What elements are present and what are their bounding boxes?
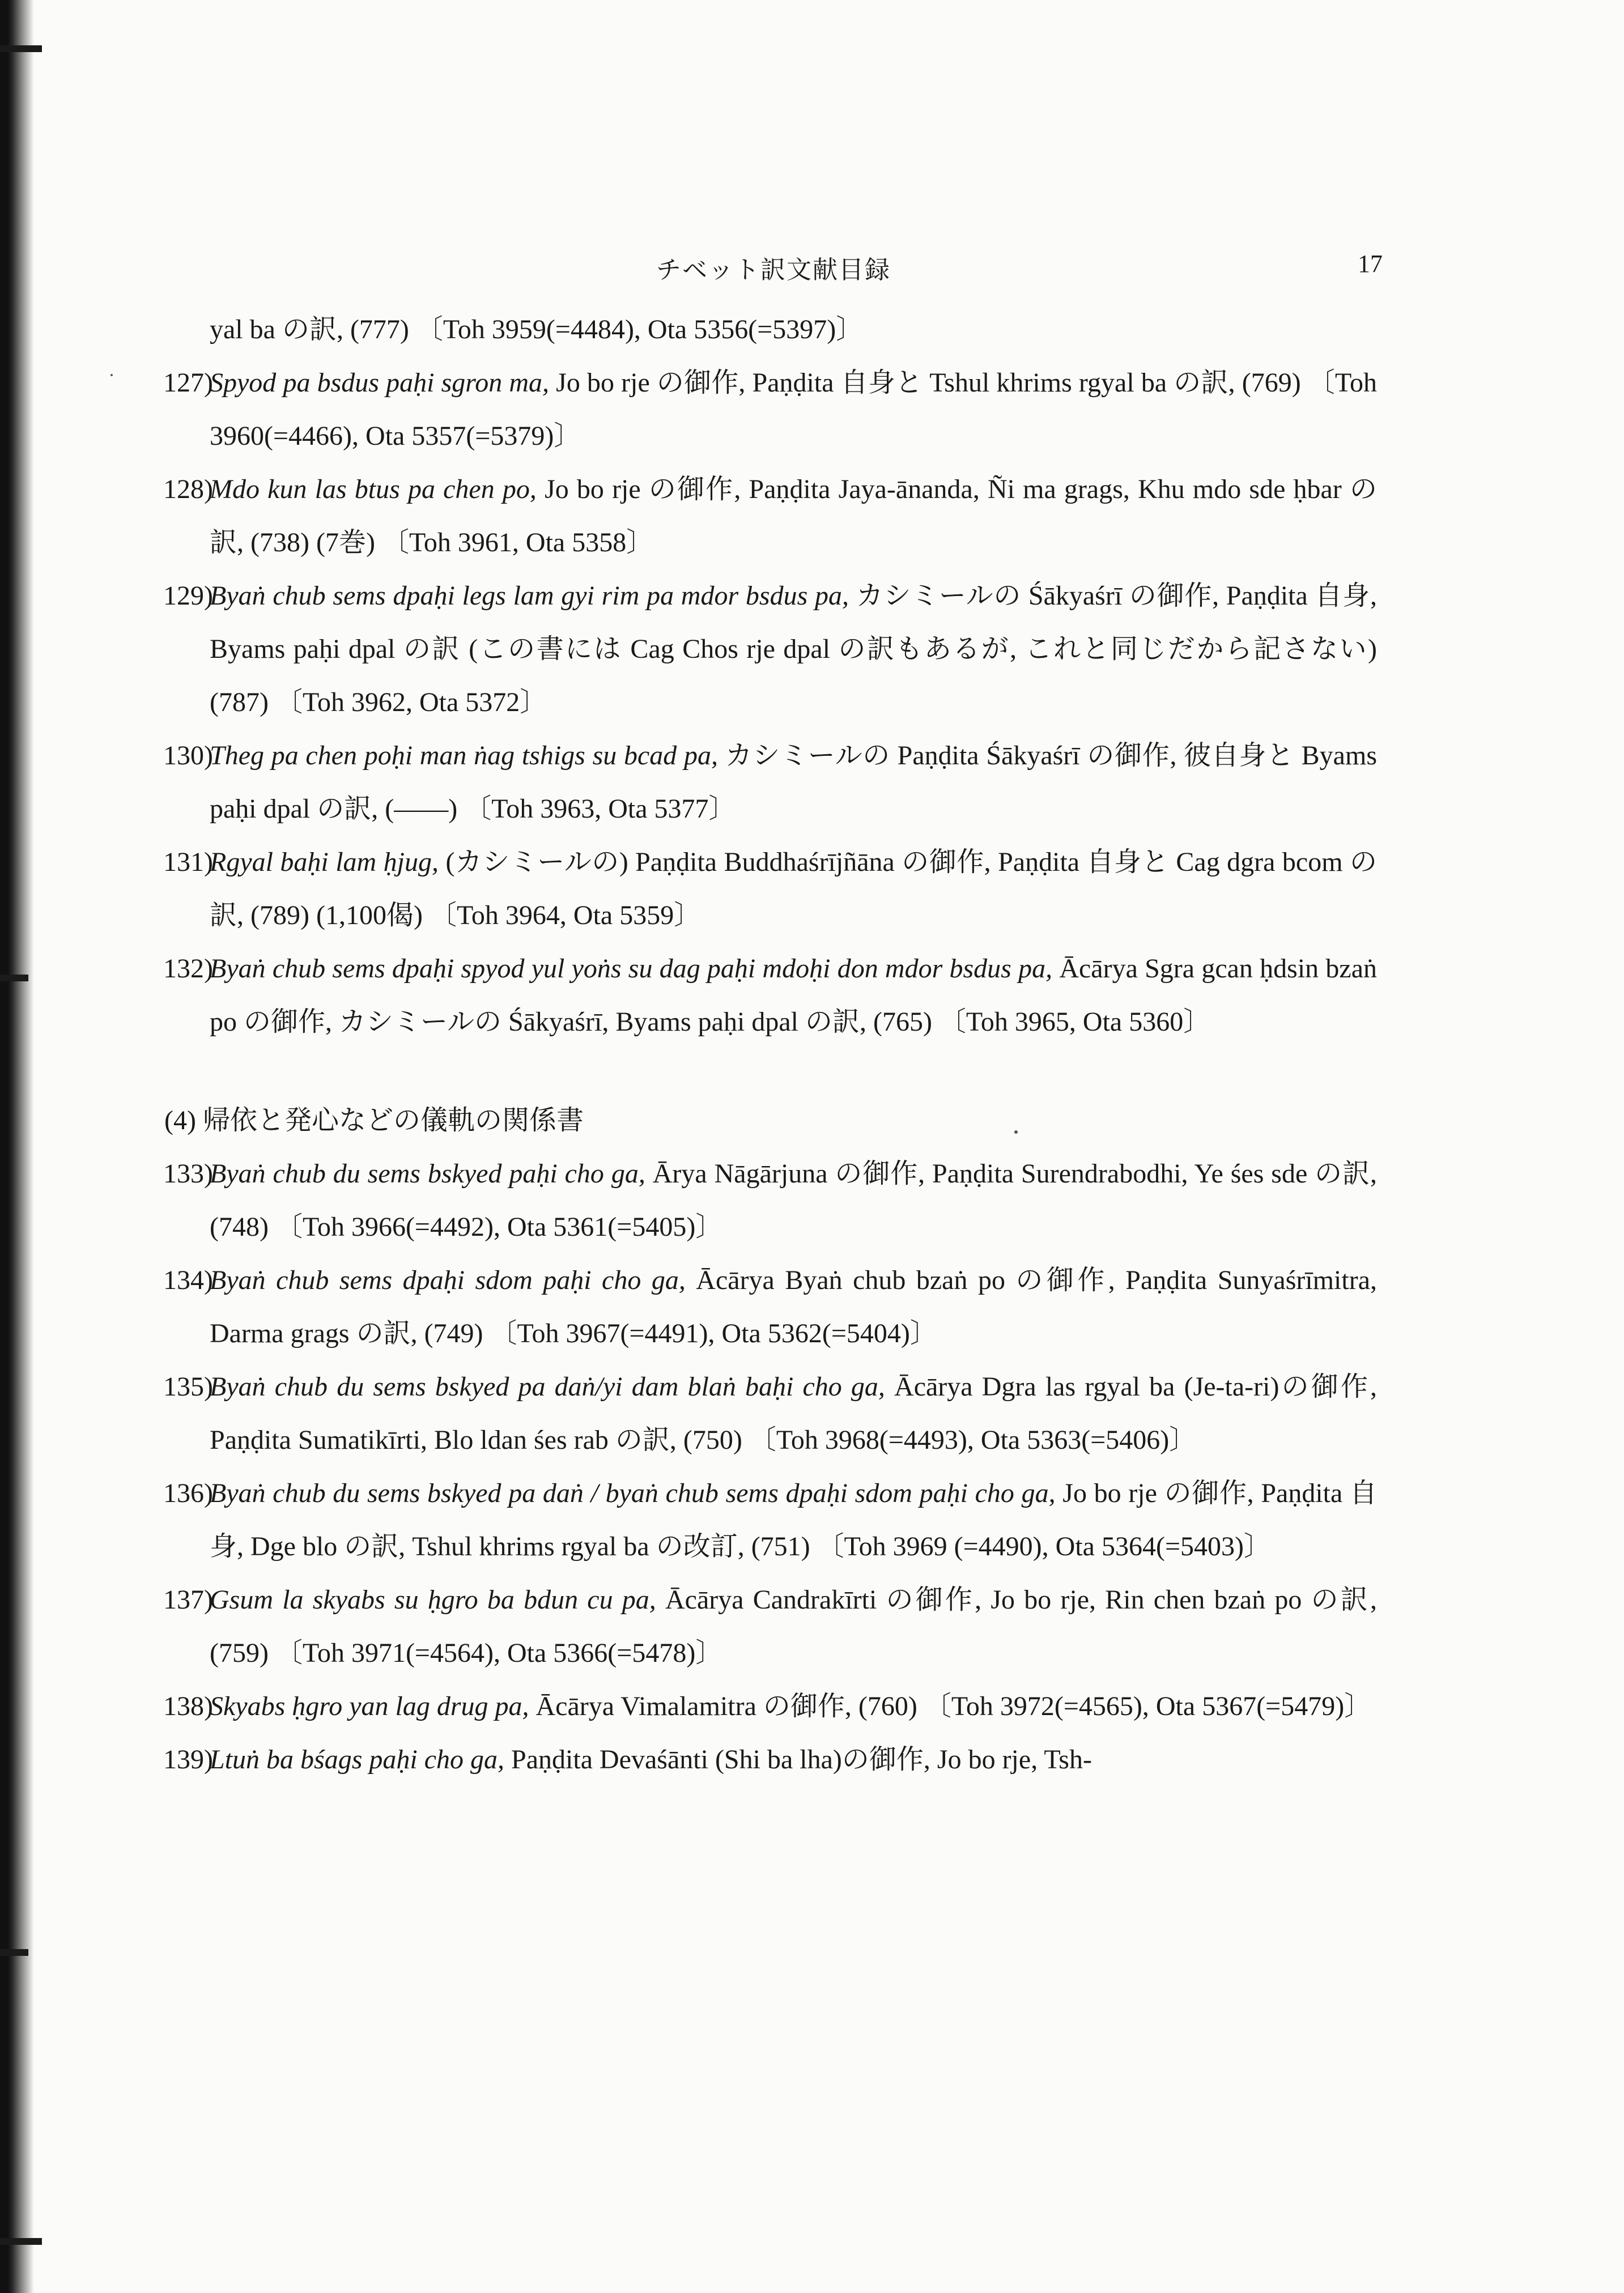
catalog-entry xyxy=(164,569,1377,729)
entry-body: Ācārya Byaṅ chub bzaṅ po の御作, Paṇḍita Sunyaśrīmitra, Darma grags の訳, (749) 〔Toh 3967(=4491), Ota 5362(=5404)〕 xyxy=(210,1265,1377,1348)
catalog-entry xyxy=(164,942,1377,1049)
entry-body: Jo bo rje の御作, Paṇḍita Jaya-ānanda, Ñi ma grags, Khu mdo sde ḥbar の訳, (738) (7巻) 〔Toh 3961, Ota 5358〕 xyxy=(210,474,1377,558)
entry-title: Theg pa chen poḥi man ṅag tshigs su bcad pa, xyxy=(210,741,718,771)
entry-number: 137) xyxy=(163,1585,213,1615)
entry-body: Jo bo rje の御作, Paṇḍita 自身, Dge blo の訳, Tshul khrims rgyal ba の改訂, (751) 〔Toh 3969 (=4490), Ota 5364(=5403)〕 xyxy=(210,1478,1377,1562)
entry-number: 129) xyxy=(163,581,213,611)
entry-number: 132) xyxy=(163,954,213,984)
entry-body: Ārya Nāgārjuna の御作, Paṇḍita Surendrabodhi, Ye śes sde の訳, (748) 〔Toh 3966(=4492), Ota 5361(=5405)〕 xyxy=(210,1159,1377,1242)
entry-body: Ācārya Dgra las rgyal ba (Je-ta-ri)の御作, Paṇḍita Sumatikīrti, Blo ldan śes rab の訳, (750) 〔Toh 3968(=4493), Ota 5363(=5406)〕 xyxy=(210,1372,1377,1455)
page-header xyxy=(164,249,1383,283)
entry-number: 130) xyxy=(163,741,213,771)
running-title: チベット訳文献目録 xyxy=(656,256,891,284)
catalog-entry xyxy=(164,729,1377,836)
catalog-entry xyxy=(164,1360,1377,1467)
entry-body: Paṇḍita Devaśānti (Shi ba lha)の御作, Jo bo rje, Tsh- xyxy=(504,1745,1092,1775)
entry-number: 135) xyxy=(163,1372,213,1402)
entry-title: Ltuṅ ba bśags paḥi cho ga, xyxy=(210,1745,505,1775)
entry-body: カシミールの Śākyaśrī の御作, Paṇḍita 自身, Byams paḥi dpal の訳 (この書には Cag Chos rje dpal の訳もあるが, これと同じだから記さない) (787) 〔Toh 3962, Ota 5372〕 xyxy=(210,581,1378,717)
entry-number: 133) xyxy=(163,1159,213,1189)
entry-body: Ācārya Candrakīrti の御作, Jo bo rje, Rin chen bzaṅ po の訳, (759) 〔Toh 3971(=4564), Ota 5366(=5478)〕 xyxy=(210,1585,1377,1668)
entry-number: 136) xyxy=(163,1478,213,1508)
catalog-entry xyxy=(164,356,1377,463)
entry-title: Skyabs ḥgro yan lag drug pa, xyxy=(210,1691,529,1721)
entry-number: 139) xyxy=(163,1745,213,1775)
entry-list xyxy=(164,1147,1377,1786)
entry-body: (カシミールの) Paṇḍita Buddhaśrījñāna の御作, Paṇḍita 自身と Cag dgra bcom の訳, (789) (1,100偈) 〔Toh 3964, Ota 5359〕 xyxy=(210,847,1377,930)
catalog-entry xyxy=(164,1467,1377,1573)
binding-mark xyxy=(0,975,28,981)
entry-title: Byaṅ chub du sems bskyed pa daṅ/yi dam blaṅ baḥi cho ga, xyxy=(210,1372,885,1402)
entry-title: Byaṅ chub sems dpaḥi spyod yul yoṅs su dag paḥi mdoḥi don mdor bsdus pa, xyxy=(210,954,1053,984)
entry-title: Gsum la skyabs su ḥgro ba bdun cu pa, xyxy=(210,1585,656,1615)
catalog-entry xyxy=(164,463,1377,569)
catalog-entry xyxy=(164,1680,1377,1733)
entry-number: 127) xyxy=(163,368,213,398)
continued-entry: yal ba の訳, (777) 〔Toh 3959(=4484), Ota 5356(=5397)〕 xyxy=(210,314,864,344)
entry-title: Mdo kun las btus pa chen po, xyxy=(210,474,537,504)
entry-title: Byaṅ chub sems dpaḥi sdom paḥi cho ga, xyxy=(210,1265,686,1295)
entry-title: Spyod pa bsdus paḥi sgron ma, xyxy=(210,368,550,398)
binding-mark xyxy=(0,2238,42,2245)
entry-number: 128) xyxy=(163,474,213,504)
speck xyxy=(110,374,113,376)
entry-title: Byaṅ chub du sems bskyed paḥi cho ga, xyxy=(210,1159,645,1189)
entry-number: 131) xyxy=(163,847,213,877)
entry-number: 134) xyxy=(163,1265,213,1295)
catalog-entry xyxy=(164,1573,1377,1680)
speck xyxy=(1014,1130,1018,1134)
catalog-entry xyxy=(164,836,1377,942)
entry-list xyxy=(164,356,1377,1049)
entry-title: Byaṅ chub sems dpaḥi legs lam gyi rim pa mdor bsdus pa, xyxy=(210,581,849,611)
catalog-entry xyxy=(164,1254,1377,1360)
catalog-entry xyxy=(164,1147,1377,1254)
binding-mark xyxy=(0,45,42,52)
catalog-content xyxy=(164,303,1377,1786)
page-number: 17 xyxy=(1358,250,1383,278)
entry-body: カシミールの Paṇḍita Śākyaśrī の御作, 彼自身と Byams paḥi dpal の訳, (——) 〔Toh 3963, Ota 5377〕 xyxy=(210,741,1377,824)
entry-body: Ācārya Vimalamitra の御作, (760) 〔Toh 3972(=4565), Ota 5367(=5479)〕 xyxy=(529,1691,1372,1721)
catalog-entry xyxy=(164,1733,1377,1786)
entry-number: 138) xyxy=(163,1691,213,1721)
entry-title: Byaṅ chub du sems bskyed pa daṅ / byaṅ chub sems dpaḥi sdom paḥi cho ga, xyxy=(210,1478,1056,1508)
entry-title: Rgyal baḥi lam ḥjug, xyxy=(210,847,439,877)
binding-mark xyxy=(0,1949,28,1956)
section-heading: (4) 帰依と発心などの儀軌の関係書 xyxy=(164,1105,584,1135)
entry-body: Jo bo rje の御作, Paṇḍita 自身と Tshul khrims rgyal ba の訳, (769) 〔Toh 3960(=4466), Ota 5357(=5379)〕 xyxy=(210,368,1377,451)
entry-body: Ācārya Sgra gcan ḥdsin bzaṅ po の御作, カシミールの Śākyaśrī, Byams paḥi dpal の訳, (765) 〔Toh 3965, Ota 5360〕 xyxy=(210,954,1378,1037)
